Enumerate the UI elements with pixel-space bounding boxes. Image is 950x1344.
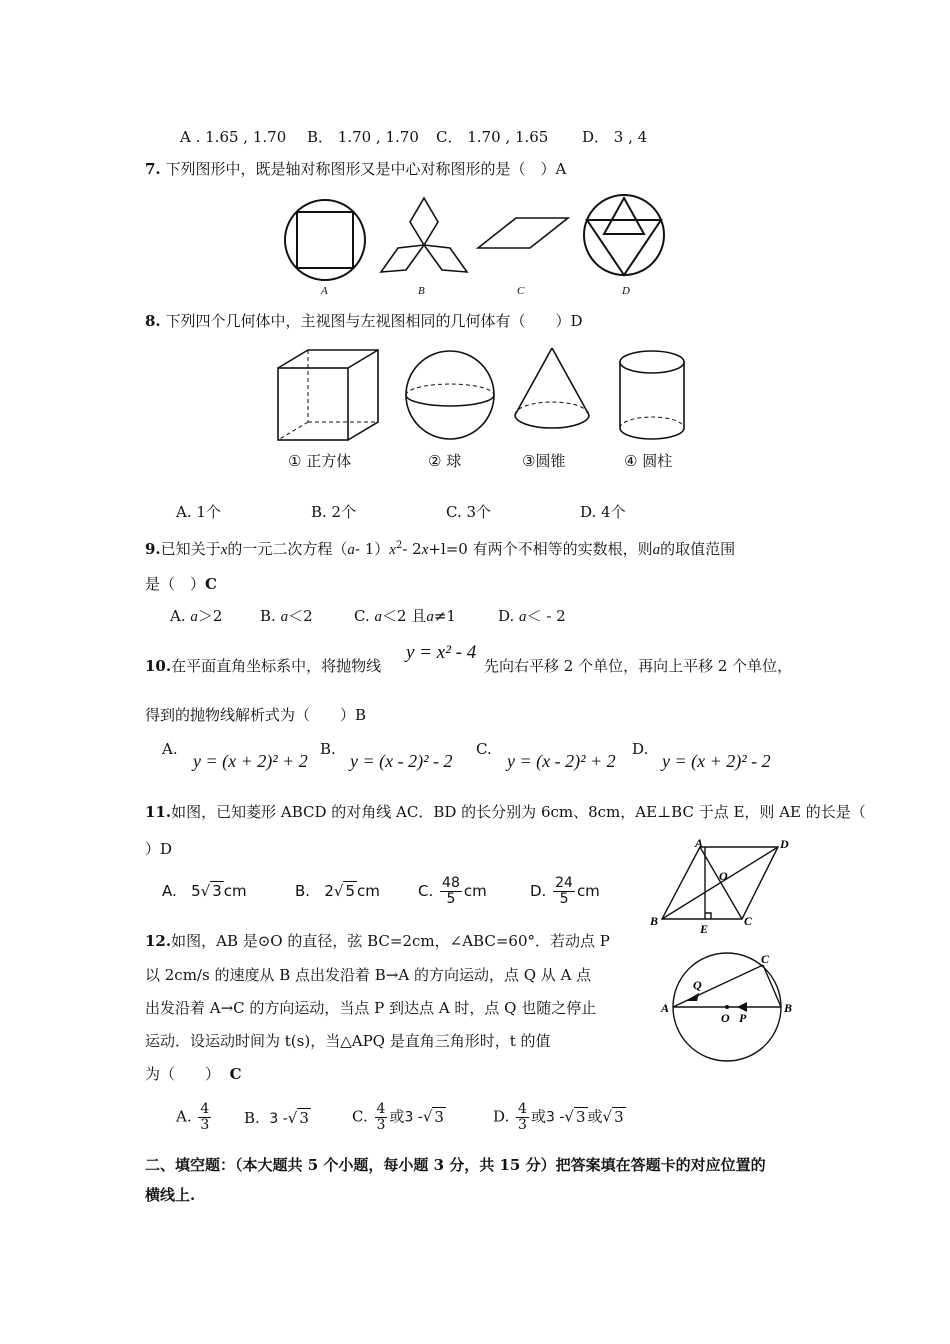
figure-c-parallelogram: [478, 218, 568, 248]
q11-opt-a-coef: 5: [191, 882, 201, 900]
q8-question: [145, 312, 582, 330]
q9-var-x3: x: [421, 542, 429, 558]
q8-solids: [270, 340, 700, 450]
q9-text-6: 的取值范围: [660, 540, 736, 558]
q10-option-a-eq: y = (x + 2)² + 2: [193, 751, 308, 771]
q11-opt-c-unit: cm: [463, 882, 487, 900]
q11-text: 如图，已知菱形 ABCD 的对角线 AC．BD 的长分别为 6cm、8cm，AE⊥BC 于点 E，则 AE 的长是（: [171, 803, 866, 821]
q8-text: 下列四个几何体中，主视图与左视图相同的几何体有（ ）D: [165, 312, 583, 330]
q7-caption-a: A: [321, 285, 328, 297]
q9-opt-d-var: a: [519, 609, 527, 625]
q9-opt-b-var: a: [280, 609, 289, 625]
q9-var-a: a: [347, 542, 355, 558]
q11-option-c: [418, 876, 487, 907]
q12-line3: 出发沿着 A→C 的方向运动，当点 P 到达点 A 时，点 Q 也随之停止: [145, 999, 597, 1017]
q6-option-c: C． 1.70 , 1.65: [436, 128, 549, 146]
q12-opt-c-num: 4: [376, 1101, 386, 1117]
q9-text-1: 已知关于: [160, 540, 221, 558]
q11-opt-d-label: D.: [530, 882, 547, 900]
q10-number: [145, 657, 381, 675]
q9-opt-c-rel: ＜2 且: [382, 607, 427, 625]
q12-option-c: C. $\frac{4}{3}$ 或3 -√ 3: [352, 1101, 444, 1133]
q11-opt-b-unit: cm: [357, 882, 380, 900]
q12-opt-d-frac: [516, 1102, 529, 1133]
q12-opt-d-radicand2: 3: [614, 1107, 624, 1126]
q12-opt-a-num: 4: [200, 1101, 210, 1117]
q11-label-o: O: [719, 869, 728, 883]
q9-option-c: [354, 607, 456, 626]
q12-label-p: P: [739, 1011, 747, 1025]
cylinder-drawing: [620, 351, 684, 439]
q12-option-b: B. 3 -√ 3: [244, 1109, 309, 1127]
q11-opt-a-radicand: 3: [212, 882, 222, 900]
q12-opt-c-term: 3 -: [404, 1109, 423, 1126]
q11-line2: ）D: [145, 840, 173, 858]
q9-opt-d-label: D.: [498, 607, 515, 625]
q9-exponent: 2: [395, 540, 403, 551]
q9-text-3: - 1）: [354, 540, 390, 558]
q9-var-x2: x: [389, 542, 396, 558]
q8-option-a: A. 1个: [176, 503, 221, 521]
q9-opt-d-rel: ＜ - 2: [526, 607, 566, 625]
q7-text: 下列图形中，既是轴对称图形又是中心对称图形的是（ ）A: [165, 160, 567, 178]
q9-opt-a-label: A.: [170, 607, 186, 625]
q12-opt-a-label: A.: [176, 1107, 192, 1126]
q12-opt-c-frac: [375, 1102, 388, 1133]
q9-option-a: [170, 607, 222, 626]
figure-d-circle-triangles: [584, 195, 664, 275]
q12-opt-b-term: 3 -: [269, 1111, 288, 1127]
q12-line2: 以 2cm/s 的速度从 B 点出发沿着 B→A 的方向运动，点 Q 从 A 点: [145, 966, 592, 984]
q12-line5: [145, 1065, 242, 1083]
q12-option-a: [176, 1102, 213, 1133]
q11-label-e: E: [700, 922, 709, 935]
q9-opt-c-var: a: [374, 609, 382, 625]
q11-option-a: A. 5√ 3 cm: [162, 882, 247, 900]
figure-b-three-rhombi: [381, 198, 467, 272]
q12-answer: C: [229, 1065, 242, 1083]
q12-opt-d-num: 4: [518, 1101, 527, 1117]
q8-label-cylinder: ④ 圆柱: [624, 452, 673, 470]
q9-question: [145, 537, 735, 559]
q11-opt-d-num: 24: [555, 875, 573, 891]
q6-option-d: D． 3 , 4: [582, 128, 648, 146]
q12-label-a: A: [661, 1001, 670, 1015]
q11-opt-b-radicand: 5: [345, 882, 356, 900]
q10-option-c-eq: y = (x - 2)² + 2: [507, 751, 616, 771]
q9-opt-b-rel: ＜2: [288, 607, 313, 625]
q11-option-d: [530, 876, 600, 907]
q6-option-a: A . 1.65 , 1.70: [180, 128, 287, 146]
q10-line2: 得到的抛物线解析式为（ ）B: [145, 706, 367, 724]
q7-caption-d: D: [622, 285, 630, 297]
q7-figures: [278, 190, 668, 300]
q11-opt-b-label: B.: [295, 882, 311, 900]
q11-opt-b-coef: 2: [324, 882, 334, 900]
q9-text-4: - 2: [402, 540, 422, 558]
q10-num: 10.: [145, 657, 172, 675]
q11-opt-a-unit: cm: [223, 882, 247, 900]
q12-option-d: D. $\frac{4}{3}$ 或3 -√ 3 或√ 3: [493, 1101, 624, 1133]
q12-opt-d-or1: 或: [530, 1107, 546, 1126]
q11-opt-c-label: C.: [418, 882, 434, 900]
q12-opt-a-den: 3: [200, 1117, 210, 1133]
q9-line2: [145, 575, 217, 593]
q11-option-b: B. 2√ 5 cm: [295, 882, 380, 900]
q11-label-a: A: [695, 836, 704, 850]
q12-label-q: Q: [693, 978, 702, 992]
q12-label-o: O: [721, 1011, 730, 1025]
q7-caption-c: C: [517, 285, 525, 297]
q10-equation: y = x² - 4: [406, 642, 477, 663]
q12-opt-d-label: D.: [493, 1107, 510, 1126]
q7-number: 7.: [145, 160, 161, 178]
q10-option-c-label: C.: [476, 740, 492, 758]
q11-opt-c-num: 48: [442, 875, 460, 891]
q10-option-d-label: D.: [632, 740, 649, 758]
q9-var-a2: a: [652, 542, 661, 558]
q11-opt-d-frac: [553, 876, 575, 907]
q12-opt-c-or: 或: [389, 1107, 405, 1126]
q12-line1: [145, 932, 610, 950]
q11-opt-d-den: 5: [559, 891, 569, 907]
q9-var-x: x: [220, 542, 228, 558]
q12-text-1: 如图，AB 是⊙O 的直径，弦 BC=2cm，∠ABC=60°．若动点 P: [171, 932, 610, 950]
q10-text-2: 先向右平移 2 个单位，再向上平移 2 个单位，: [484, 657, 793, 675]
q12-opt-d-or2: 或: [587, 1107, 603, 1126]
q6-option-b: B． 1.70 , 1.70: [307, 128, 419, 146]
q12-opt-b-label: B.: [244, 1109, 260, 1127]
q11-opt-c-den: 5: [446, 891, 456, 907]
q9-text-2: 的一元二次方程（: [227, 540, 348, 558]
q10-option-a-label: A.: [162, 740, 178, 758]
q9-opt-c-rel2: ≠1: [433, 607, 456, 625]
q11-rhombus-figure: [650, 835, 800, 935]
cone-drawing: [515, 348, 589, 428]
q9-opt-c-var2: a: [426, 609, 434, 625]
q10-text-1: 在平面直角坐标系中，将抛物线: [171, 657, 382, 675]
q9-answer: C: [205, 575, 217, 593]
q8-label-cube: ① 正方体: [288, 452, 352, 470]
q11-label-b: B: [650, 914, 659, 928]
q9-text-5: +l=0 有两个不相等的实数根，则: [428, 540, 653, 558]
q11-num: 11.: [145, 803, 172, 821]
section2-heading-line1: 二、填空题：（本大题共 5 个小题，每小题 3 分，共 15 分）把答案填在答题卡的对应位置的: [145, 1156, 766, 1174]
q12-label-c: C: [761, 952, 770, 966]
q10-option-b-label: B.: [320, 740, 336, 758]
q8-label-sphere: ② 球: [428, 452, 462, 470]
sphere-drawing: [406, 351, 494, 439]
q7-caption-b: B: [418, 285, 425, 297]
q9-opt-a-rel: ＞2: [197, 607, 223, 625]
q8-option-c: C. 3个: [446, 503, 492, 521]
q9-opt-a-var: a: [190, 609, 198, 625]
q11-label-d: D: [780, 837, 789, 851]
q12-opt-b-radicand: 3: [299, 1109, 309, 1127]
q11-label-c: C: [744, 914, 753, 928]
q9-opt-b-label: B.: [260, 607, 276, 625]
q12-label-b: B: [784, 1001, 793, 1015]
q10-option-b-eq: y = (x - 2)² - 2: [350, 751, 453, 771]
q9-number: 9.: [145, 540, 161, 558]
q8-number: 8.: [145, 312, 161, 330]
q9-line2-text: 是（ ）: [145, 575, 206, 593]
q12-circle-figure: [655, 945, 805, 1065]
q12-opt-d-term: 3 -: [545, 1109, 565, 1126]
q9-option-d: [498, 607, 566, 626]
cube-drawing: [278, 350, 378, 440]
q12-line5-text: 为（ ）: [145, 1065, 221, 1083]
q11-opt-a-label: A.: [162, 882, 177, 900]
figure-a-circle-square: [285, 200, 365, 280]
q10-option-d-eq: y = (x + 2)² - 2: [662, 751, 771, 771]
q12-opt-c-den: 3: [376, 1117, 386, 1133]
q9-opt-c-label: C.: [354, 607, 370, 625]
q7-question: [145, 160, 566, 178]
q9-option-b: [260, 607, 313, 626]
q12-opt-c-radicand: 3: [434, 1107, 444, 1126]
q12-opt-d-radicand: 3: [575, 1107, 586, 1126]
q12-opt-c-label: C.: [352, 1107, 368, 1126]
q12-opt-a-frac: [198, 1102, 211, 1133]
q12-opt-d-den: 3: [518, 1117, 527, 1133]
q11-question: [145, 803, 866, 821]
q12-line4: 运动．设运动时间为 t(s)，当△APQ 是直角三角形时，t 的值: [145, 1032, 551, 1050]
q8-option-b: B. 2个: [311, 503, 357, 521]
q12-num: 12.: [145, 932, 172, 950]
q11-opt-c-frac: [440, 876, 462, 907]
q8-option-d: D. 4个: [580, 503, 626, 521]
section2-heading-line2: 横线上.: [145, 1186, 196, 1204]
q8-label-cone: ③圆锥: [522, 452, 566, 470]
q11-opt-d-unit: cm: [576, 882, 600, 900]
